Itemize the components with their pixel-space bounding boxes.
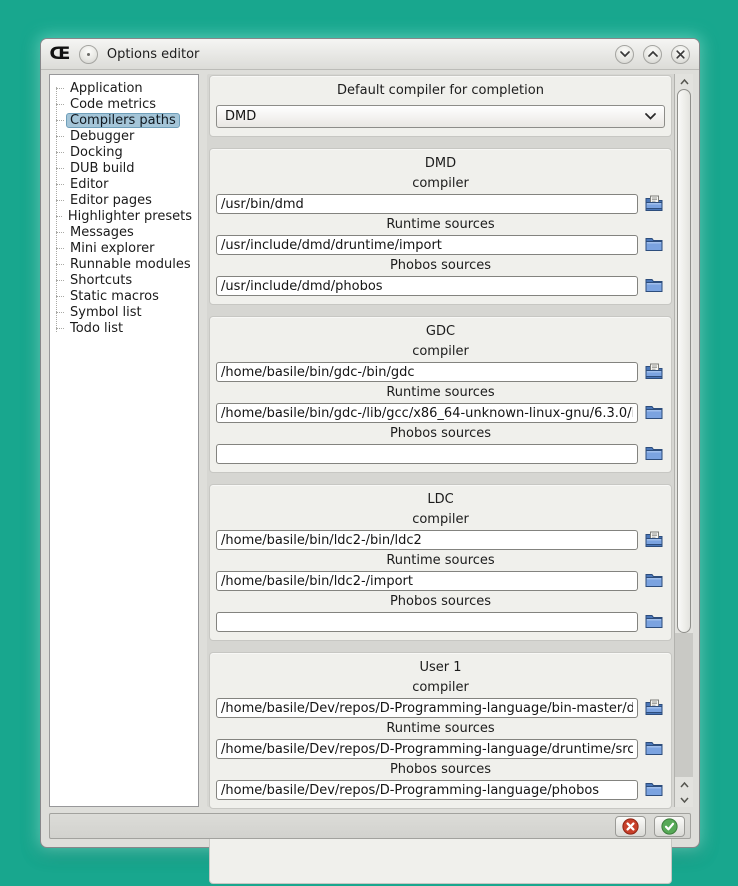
open-file-icon (645, 195, 663, 214)
field-label: Runtime sources (386, 217, 495, 232)
path-field-row (216, 698, 665, 718)
sidebar-item-label: Editor (70, 176, 109, 192)
scroll-viewport (207, 74, 674, 807)
path-input[interactable] (216, 780, 638, 800)
scroll-up-button-bottom[interactable] (675, 777, 693, 792)
sidebar-item-label: Compilers paths (66, 113, 180, 128)
browse-file-button[interactable] (643, 698, 665, 718)
scroll-down-button[interactable] (675, 792, 693, 807)
sidebar-item-label: Application (70, 80, 143, 96)
browse-file-button[interactable] (643, 530, 665, 550)
path-field-row (216, 403, 665, 423)
options-editor-window (40, 38, 700, 848)
titlebar-controls (615, 45, 690, 64)
folder-icon (645, 277, 663, 295)
path-field-row (216, 780, 665, 800)
menu-dot-icon (87, 53, 90, 56)
sidebar-item-editor-pages[interactable] (52, 192, 196, 208)
browse-folder-button[interactable] (643, 571, 665, 591)
chevron-down-icon (620, 51, 630, 57)
browse-folder-button[interactable] (643, 444, 665, 464)
scrollbar-track-lower[interactable] (675, 633, 693, 777)
field-label: Phobos sources (389, 762, 492, 777)
browse-file-button[interactable] (643, 194, 665, 214)
path-field-row (216, 612, 665, 632)
path-input[interactable] (216, 235, 638, 255)
path-input[interactable] (216, 530, 638, 550)
compiler-group-ldc (209, 484, 672, 641)
path-input[interactable] (216, 698, 638, 718)
path-field-row (216, 276, 665, 296)
default-compiler-select[interactable] (216, 105, 665, 128)
green-check-icon (661, 818, 678, 835)
folder-icon (645, 445, 663, 463)
sidebar-item-messages[interactable] (52, 224, 196, 240)
sidebar-item-dub-build[interactable] (52, 160, 196, 176)
roll-up-button[interactable] (643, 45, 662, 64)
statusbar (49, 813, 691, 839)
browse-folder-button[interactable] (643, 235, 665, 255)
field-label: compiler (412, 680, 469, 695)
roll-down-button[interactable] (615, 45, 634, 64)
folder-icon (645, 404, 663, 422)
browse-folder-button[interactable] (643, 403, 665, 423)
folder-icon (645, 572, 663, 590)
chevron-up-icon (648, 51, 658, 57)
browse-folder-button[interactable] (643, 276, 665, 296)
chevron-up-icon (680, 79, 689, 85)
group-title: DMD (424, 156, 457, 171)
field-label: Runtime sources (386, 553, 495, 568)
path-field-row (216, 362, 665, 382)
sidebar-item-label: Editor pages (70, 192, 152, 208)
window-title: Options editor (106, 46, 200, 62)
titlebar[interactable] (41, 39, 699, 70)
sidebar-item-label: Mini explorer (70, 240, 155, 256)
path-field-row (216, 235, 665, 255)
sidebar-item-label: Docking (70, 144, 123, 160)
sidebar-item-label: Messages (70, 224, 134, 240)
field-label: compiler (412, 344, 469, 359)
sidebar-item-label: Highlighter presets (67, 208, 192, 224)
group-title: GDC (425, 324, 456, 339)
sidebar-item-label: Shortcuts (70, 272, 133, 288)
chevron-down-icon (645, 113, 656, 120)
path-input[interactable] (216, 276, 638, 296)
sidebar-item-docking[interactable] (52, 144, 196, 160)
field-label: Phobos sources (389, 258, 492, 273)
field-label: Runtime sources (386, 721, 495, 736)
dropdown-value: DMD (225, 109, 257, 124)
sidebar-item-static-macros[interactable] (52, 288, 196, 304)
field-label: Phobos sources (389, 594, 492, 609)
client-area (41, 70, 699, 809)
path-input[interactable] (216, 612, 638, 632)
path-input[interactable] (216, 444, 638, 464)
path-input[interactable] (216, 194, 638, 214)
sidebar-item-compilers-paths[interactable] (52, 112, 196, 128)
options-category-tree (49, 74, 199, 807)
folder-icon (645, 740, 663, 758)
field-label: compiler (412, 512, 469, 527)
field-label: Phobos sources (389, 426, 492, 441)
group-title: Default compiler for completion (337, 83, 544, 98)
path-field-row (216, 571, 665, 591)
path-input[interactable] (216, 571, 638, 591)
red-cross-icon (622, 818, 639, 835)
close-button[interactable] (671, 45, 690, 64)
group-title: LDC (427, 492, 454, 507)
browse-file-button[interactable] (643, 362, 665, 382)
compiler-group-dmd (209, 148, 672, 305)
path-field-row (216, 739, 665, 759)
field-label: compiler (412, 176, 469, 191)
sidebar-item-code-metrics[interactable] (52, 96, 196, 112)
compiler-group-gdc (209, 316, 672, 473)
chevron-up-icon (680, 782, 689, 788)
coedit-app-icon: Œ (49, 43, 71, 64)
folder-icon (645, 781, 663, 799)
sidebar-item-label: Code metrics (70, 96, 157, 112)
path-field-row (216, 530, 665, 550)
field-label: Runtime sources (386, 385, 495, 400)
close-icon (676, 50, 685, 59)
folder-icon (645, 236, 663, 254)
sidebar-item-application[interactable] (52, 80, 196, 96)
path-input[interactable] (216, 739, 638, 759)
group-title: User 1 (419, 660, 462, 675)
browse-folder-button[interactable] (643, 780, 665, 800)
path-input[interactable] (216, 403, 638, 423)
browse-folder-button[interactable] (643, 612, 665, 632)
open-file-icon (645, 699, 663, 718)
sidebar-item-editor[interactable] (52, 176, 196, 192)
path-field-row (216, 444, 665, 464)
open-file-icon (645, 363, 663, 382)
sidebar-item-label: DUB build (70, 160, 135, 176)
path-input[interactable] (216, 362, 638, 382)
accept-button[interactable] (654, 816, 685, 837)
options-panel (207, 74, 693, 807)
sidebar-item-symbol-list[interactable] (52, 304, 196, 320)
sidebar-item-debugger[interactable] (52, 128, 196, 144)
cancel-button[interactable] (615, 816, 646, 837)
sidebar-item-todo-list[interactable] (52, 320, 196, 336)
chevron-down-icon (680, 797, 689, 803)
sidebar-item-label: Runnable modules (70, 256, 191, 272)
scrollbar-thumb[interactable] (677, 89, 691, 633)
open-file-icon (645, 531, 663, 550)
sidebar-item-label: Debugger (70, 128, 135, 144)
sidebar-item-label: Static macros (70, 288, 159, 304)
default-compiler-group (209, 75, 672, 137)
sidebar-item-label: Symbol list (70, 304, 142, 320)
window-menu-button[interactable] (79, 45, 98, 64)
scrollbar-track[interactable] (677, 89, 691, 777)
sidebar-item-label: Todo list (70, 320, 124, 336)
scroll-up-button[interactable] (675, 74, 693, 89)
path-field-row (216, 194, 665, 214)
folder-icon (645, 613, 663, 631)
sidebar-item-runnable-modules[interactable] (52, 256, 196, 272)
sidebar-item-mini-explorer[interactable] (52, 240, 196, 256)
browse-folder-button[interactable] (643, 739, 665, 759)
sidebar-item-shortcuts[interactable] (52, 272, 196, 288)
sidebar-item-highlighter-presets[interactable] (52, 208, 196, 224)
compiler-group-user-1 (209, 652, 672, 809)
vertical-scrollbar[interactable] (674, 74, 693, 807)
